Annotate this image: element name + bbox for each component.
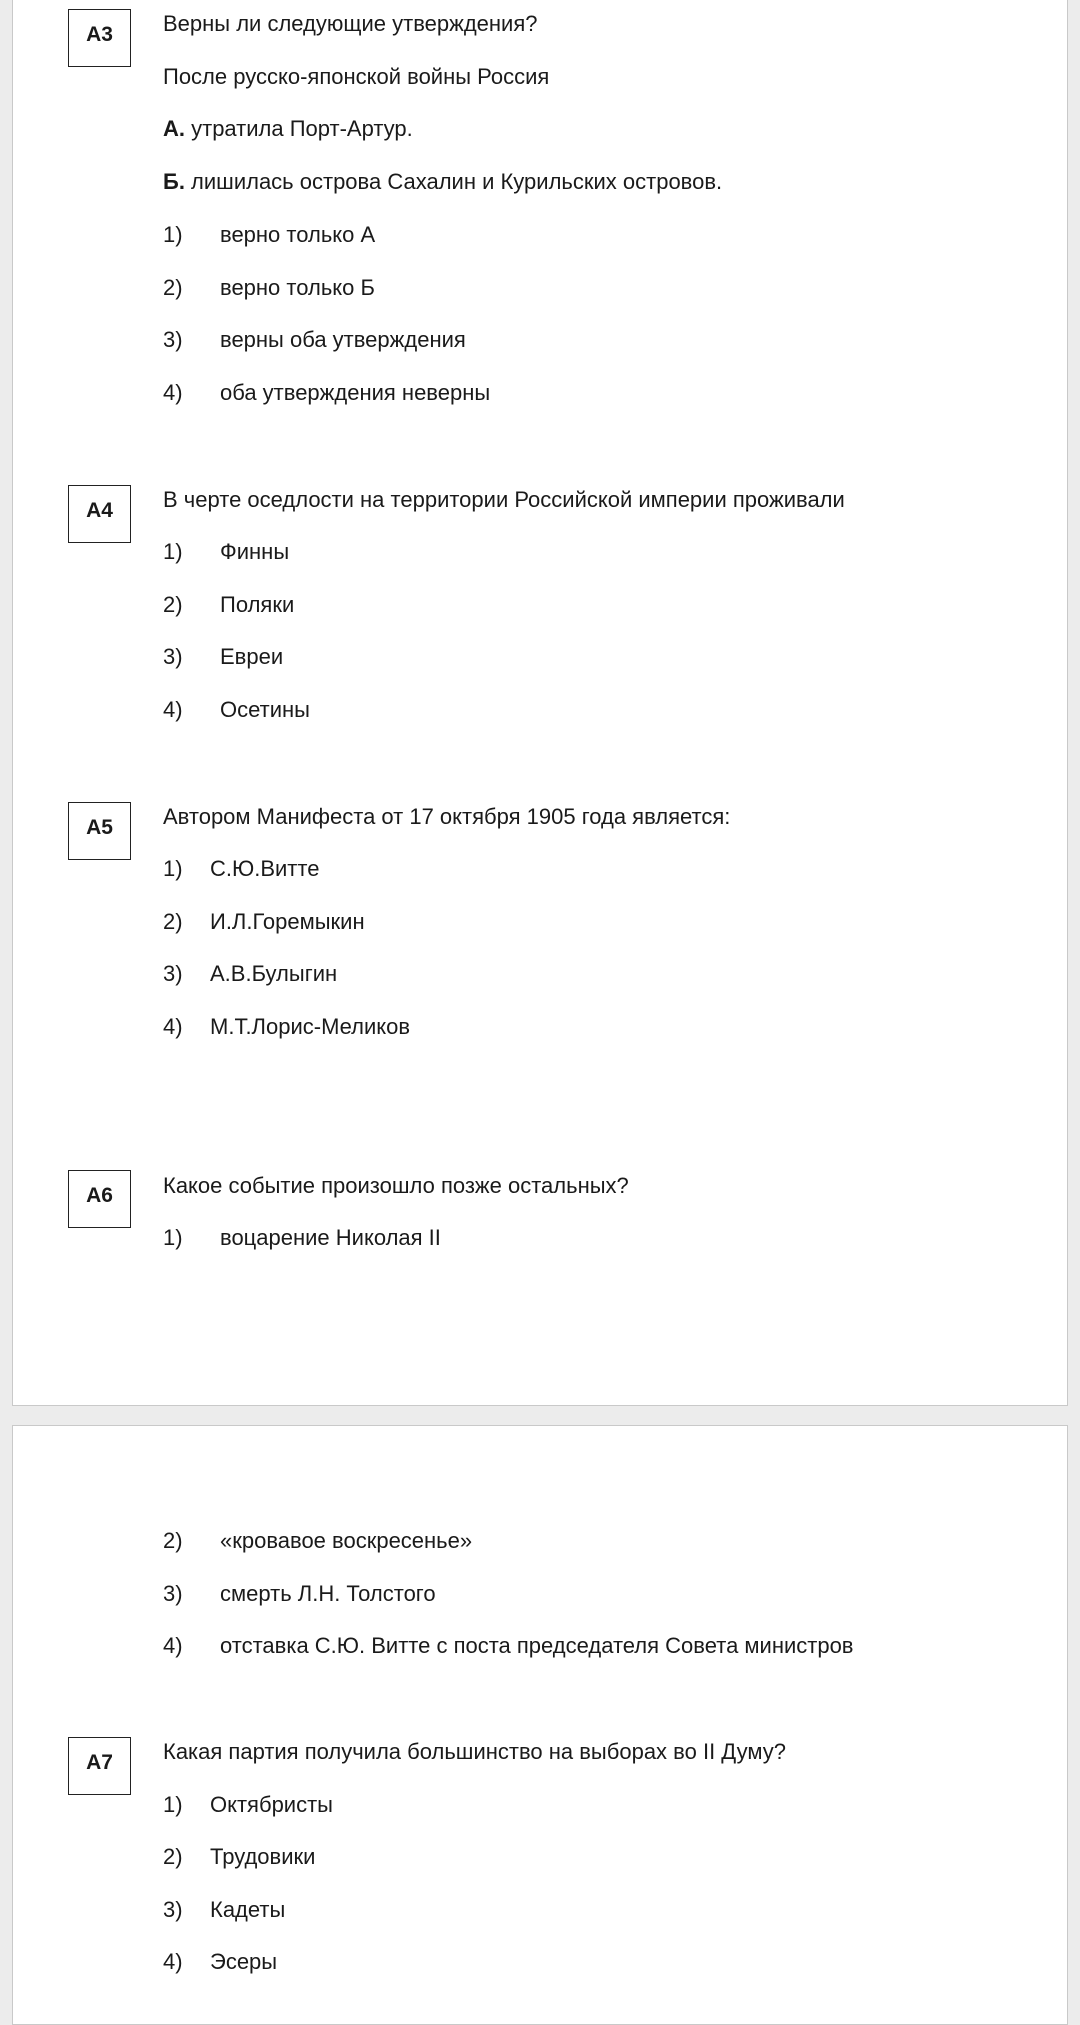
answer-option-a3-1 [163, 222, 375, 248]
answer-option-a7-3 [163, 1897, 285, 1923]
option-number: 1) [163, 1792, 183, 1817]
question-number-box-a6: А6 [68, 1170, 131, 1228]
option-text: Финны [220, 539, 290, 564]
option-text: Поляки [220, 592, 295, 617]
answer-option-a4-2 [163, 592, 294, 618]
question-number-box-a3: А3 [68, 9, 131, 67]
option-number: 2) [163, 909, 183, 934]
option-number: 3) [163, 327, 183, 352]
option-text: Эсеры [210, 1949, 278, 1974]
option-text: М.Т.Лорис-Меликов [210, 1014, 411, 1039]
option-number: 2) [163, 1528, 183, 1553]
answer-option-a7-4 [163, 1949, 277, 1975]
question-prompt-a7: Какая партия получила большинство на выборах во II Думу? [163, 1739, 787, 1764]
option-text: смерть Л.Н. Толстого [220, 1581, 436, 1606]
answer-option-a7-2 [163, 1844, 315, 1870]
document-page-1 [12, 0, 1068, 1406]
answer-option-a5-2 [163, 909, 365, 935]
option-number: 4) [163, 1014, 183, 1039]
option-number: 1) [163, 856, 183, 881]
answer-option-a4-4 [163, 697, 310, 723]
option-text: Трудовики [210, 1844, 316, 1869]
option-number: 2) [163, 592, 183, 617]
option-number: 1) [163, 222, 183, 247]
statement-b-text: лишилась острова Сахалин и Курильских островов. [184, 169, 723, 194]
question-prompt-a3: Верны ли следующие утверждения? [163, 11, 538, 36]
answer-option-a5-1 [163, 856, 319, 882]
statement-a-lead: А. [163, 116, 185, 141]
answer-option-a3-2 [163, 275, 375, 301]
option-text: С.Ю.Витте [210, 856, 320, 881]
question-prompt-a5: Автором Манифеста от 17 октября 1905 года является: [163, 804, 731, 829]
answer-option-a6-4 [163, 1633, 854, 1659]
option-number: 3) [163, 1897, 183, 1922]
option-number: 1) [163, 1225, 183, 1250]
answer-option-a3-3 [163, 327, 466, 353]
option-text: Осетины [220, 697, 310, 722]
option-number: 2) [163, 275, 183, 300]
answer-option-a6-1 [163, 1225, 441, 1251]
option-text: верно только Б [220, 275, 375, 300]
question-prompt-a4: В черте оседлости на территории Российской империи проживали [163, 487, 845, 512]
option-number: 4) [163, 1633, 183, 1658]
question-number-box-a4: А4 [68, 485, 131, 543]
option-text: верно только А [220, 222, 376, 247]
option-text: И.Л.Горемыкин [210, 909, 365, 934]
answer-option-a5-3 [163, 961, 337, 987]
option-number: 4) [163, 1949, 183, 1974]
question-number-box-a5: А5 [68, 802, 131, 860]
option-text: Кадеты [210, 1897, 286, 1922]
answer-option-a4-3 [163, 644, 283, 670]
document-page-2 [12, 1425, 1068, 2025]
option-text: воцарение Николая II [220, 1225, 441, 1250]
option-text: Октябристы [210, 1792, 333, 1817]
answer-option-a6-2 [163, 1528, 472, 1554]
answer-option-a5-4 [163, 1014, 410, 1040]
option-number: 4) [163, 380, 183, 405]
option-text: А.В.Булыгин [210, 961, 338, 986]
option-text: оба утверждения неверны [220, 380, 491, 405]
statement-a-text: утратила Порт-Артур. [185, 116, 413, 141]
option-text: отставка С.Ю. Витте с поста председателя Совета министров [220, 1633, 854, 1658]
option-number: 4) [163, 697, 183, 722]
answer-option-a6-3 [163, 1581, 436, 1607]
statement-a [163, 116, 413, 142]
option-number: 3) [163, 644, 183, 669]
answer-option-a4-1 [163, 539, 289, 565]
option-number: 3) [163, 961, 183, 986]
option-text: Евреи [220, 644, 284, 669]
option-number: 2) [163, 1844, 183, 1869]
answer-option-a3-4 [163, 380, 490, 406]
option-number: 1) [163, 539, 183, 564]
statement-b [163, 169, 722, 195]
question-number-box-a7: А7 [68, 1737, 131, 1795]
option-text: верны оба утверждения [220, 327, 466, 352]
option-text: «кровавое воскресенье» [220, 1528, 473, 1553]
option-number: 3) [163, 1581, 183, 1606]
answer-option-a7-1 [163, 1792, 333, 1818]
statement-b-lead: Б. [163, 169, 185, 194]
question-intro-a3: После русско-японской войны Россия [163, 64, 550, 89]
question-prompt-a6: Какое событие произошло позже остальных? [163, 1173, 629, 1198]
